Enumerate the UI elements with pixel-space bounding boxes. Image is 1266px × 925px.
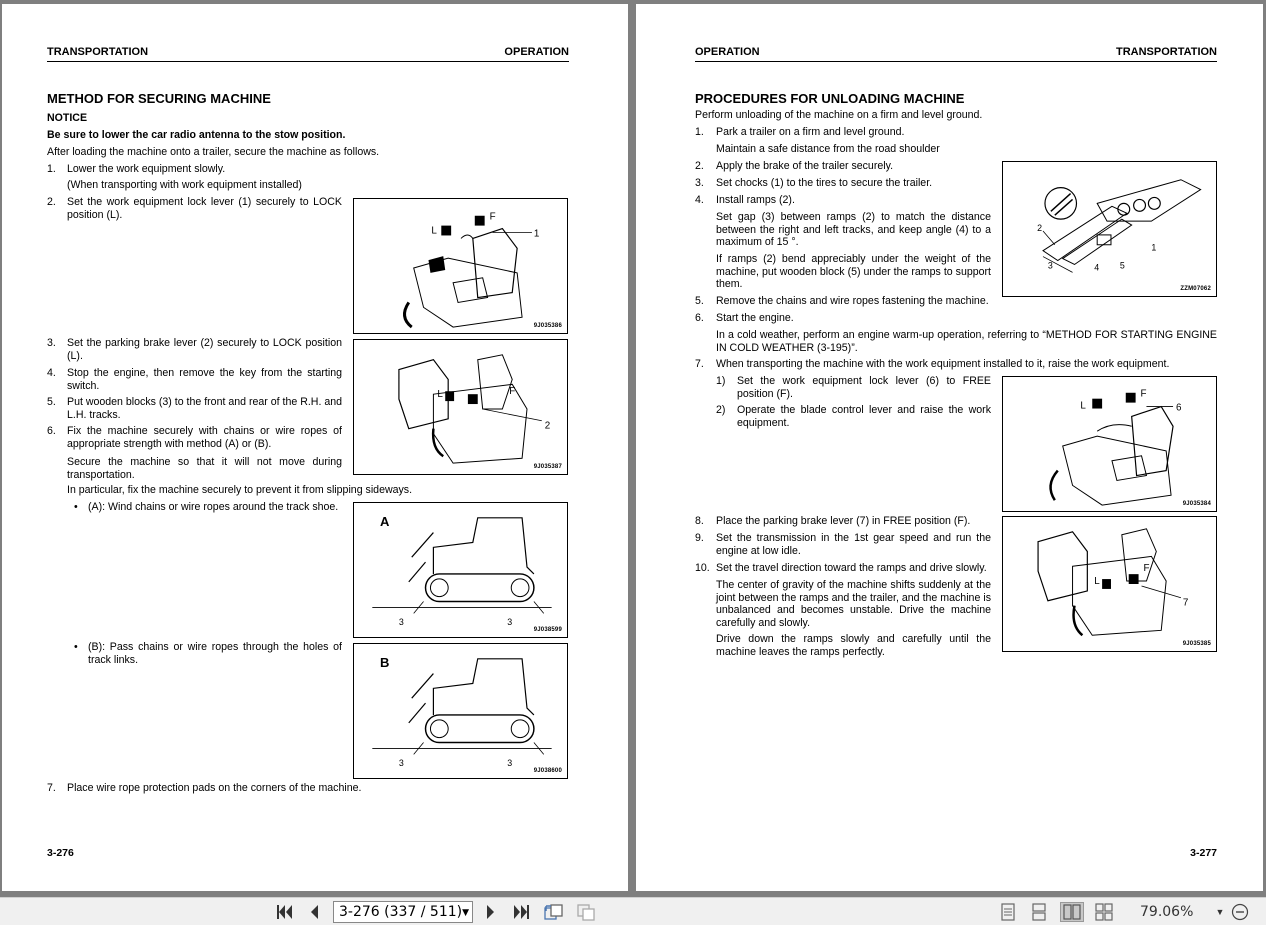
figure-label: 3 [398, 617, 404, 628]
single-page-icon [1000, 903, 1016, 921]
figure-label: 3 [398, 758, 404, 769]
figure-id: 9J035385 [1182, 641, 1211, 647]
right-header-chapter: OPERATION [695, 46, 760, 58]
continuous-view-button[interactable] [1028, 902, 1050, 922]
step-text: Remove the chains and wire ropes fastening the machine. [716, 295, 989, 307]
facing-pages-icon [1062, 903, 1082, 921]
intro-text: After loading the machine onto a trailer, secure the machine as follows. [47, 146, 380, 158]
figure-label: 2 [1037, 222, 1043, 233]
step-number: 2. [47, 196, 56, 208]
page-right [636, 4, 1263, 891]
step-text: Set the work equipment lock lever (1) securely to LOCK position (L). [67, 196, 342, 221]
navigation-toolbar [0, 897, 1266, 925]
continuous-facing-view-button[interactable] [1093, 902, 1115, 922]
substep-text: Operate the blade control lever and raise the work equipment. [737, 404, 991, 429]
figure-label: L [1094, 576, 1100, 587]
figure-label: F [1143, 563, 1150, 575]
step-number: 4. [695, 194, 704, 206]
next-view-icon [575, 903, 597, 921]
previous-page-icon [307, 903, 321, 921]
bullet-text: (B): Pass chains or wire ropes through the holes of track links. [88, 641, 342, 666]
figure-ramps-illustration [1003, 162, 1216, 296]
zoom-out-icon [1231, 903, 1249, 921]
figure-lock-lever [353, 198, 568, 334]
figure-method-a [353, 502, 568, 638]
figure-label: 3 [507, 758, 513, 769]
figure-method-b-illustration [354, 644, 567, 778]
figure-label: 7 [1182, 597, 1189, 609]
figure-id: 9J038600 [533, 768, 562, 774]
page-title: PROCEDURES FOR UNLOADING MACHINE [695, 91, 965, 106]
zoom-out-button[interactable] [1229, 902, 1251, 922]
figure-lock-lever-free [1002, 376, 1217, 512]
single-page-view-button[interactable] [997, 902, 1019, 922]
figure-label: 3 [1047, 260, 1053, 271]
figure-id: 9J035386 [533, 323, 562, 329]
facing-view-button[interactable] [1060, 902, 1084, 922]
next-view-button[interactable] [574, 902, 598, 922]
step-subtext: (When transporting with work equipment installed) [67, 179, 302, 191]
step-text: When transporting the machine with the work equipment installed to it, raise the work equipment. [716, 358, 1170, 370]
page-number-value: 3-276 (337 / 511) [339, 904, 463, 920]
step-text: Place the parking brake lever (7) in FREE position (F). [716, 515, 971, 527]
zoom-level[interactable]: 79.06% [1140, 904, 1194, 920]
left-header-chapter: OPERATION [504, 46, 569, 58]
substep-number: 1) [716, 375, 726, 387]
bullet: • [74, 641, 78, 653]
page-title: METHOD FOR SECURING MACHINE [47, 91, 271, 106]
figure-letter: B [380, 655, 390, 670]
previous-view-icon [543, 903, 565, 921]
figure-parking-brake-free-illustration [1003, 517, 1216, 651]
next-page-icon [484, 903, 498, 921]
step-number: 9. [695, 532, 704, 544]
figure-label: 6 [1176, 402, 1182, 414]
figure-label: 5 [1119, 260, 1125, 271]
step-text: Set chocks (1) to the tires to secure the trailer. [716, 177, 933, 189]
substep-number: 2) [716, 404, 726, 416]
step-number: 1. [695, 126, 704, 138]
step-text: Start the engine. [716, 312, 794, 324]
figure-method-b [353, 643, 568, 779]
step-number: 5. [47, 396, 56, 408]
intro-text: Perform unloading of the machine on a firm and level ground. [695, 109, 983, 121]
last-page-button[interactable] [510, 902, 532, 922]
step-text: Set the parking brake lever (2) securely to LOCK position (L). [67, 337, 342, 362]
step-number: 7. [695, 358, 704, 370]
page-number-input[interactable] [333, 901, 473, 923]
figure-parking-brake [353, 339, 568, 475]
step-text: Lower the work equipment slowly. [67, 163, 226, 175]
step-subtext: Secure the machine so that it will not move during transportation. [67, 456, 342, 481]
step-text: Apply the brake of the trailer securely. [716, 160, 894, 172]
step-text: Set the travel direction toward the ramps and drive slowly. [716, 562, 987, 574]
last-page-icon [511, 903, 531, 921]
notice-label: NOTICE [47, 112, 88, 124]
figure-lock-lever-illustration [354, 199, 567, 333]
step-number: 7. [47, 782, 56, 794]
figure-label: F [1140, 388, 1147, 400]
step-subtext: If ramps (2) bend appreciably under the weight of the machine, put wooden block (5) under the ramps to support them. [716, 253, 991, 291]
step-number: 6. [47, 425, 56, 437]
figure-label: 4 [1094, 262, 1100, 273]
right-header-section: TRANSPORTATION [1115, 46, 1217, 58]
figure-ramps [1002, 161, 1217, 297]
step-subtext: In particular, fix the machine securely to prevent it from slipping sideways. [67, 484, 413, 496]
previous-page-button[interactable] [304, 902, 324, 922]
page-number: 3-277 [1190, 847, 1217, 859]
left-header-section: TRANSPORTATION [47, 46, 149, 58]
header-rule [47, 61, 569, 62]
step-subtext: Set gap (3) between ramps (2) to match the distance between the right and left tracks, and keep angle (4) to a maximum of 15 °. [716, 211, 991, 249]
step-subtext: The center of gravity of the machine shifts suddenly at the joint between the ramps and the trailer, and the machine is unbalanced and becomes unstable. Drive the machine carefully and slowly. [716, 579, 991, 629]
figure-id: ZZM07062 [1180, 286, 1211, 292]
figure-id: 9J038599 [533, 627, 562, 633]
step-number: 5. [695, 295, 704, 307]
step-number: 3. [695, 177, 704, 189]
step-number: 1. [47, 163, 56, 175]
step-number: 10. [695, 562, 710, 574]
step-number: 8. [695, 515, 704, 527]
first-page-button[interactable] [274, 902, 296, 922]
step-text: Place wire rope protection pads on the corners of the machine. [67, 782, 362, 794]
figure-label: F [489, 211, 496, 223]
figure-label: L [437, 389, 443, 401]
figure-label: 1 [1151, 242, 1157, 253]
figure-method-a-illustration [354, 503, 567, 637]
step-text: Put wooden blocks (3) to the front and rear of the R.H. and L.H. tracks. [67, 396, 343, 421]
zoom-dropdown-button[interactable] [1214, 902, 1226, 922]
figure-lock-lever-free-illustration [1003, 377, 1216, 511]
step-subtext: Drive down the ramps slowly and carefully until the machine leaves the ramps perfectly. [716, 633, 991, 658]
continuous-facing-icon [1094, 903, 1114, 921]
header-rule [695, 61, 1217, 62]
figure-label: 1 [533, 228, 540, 240]
step-text: Stop the engine, then remove the key from the starting switch. [67, 367, 342, 392]
step-number: 4. [47, 367, 56, 379]
step-number: 6. [695, 312, 704, 324]
figure-label: L [431, 225, 437, 237]
figure-parking-brake-illustration [354, 340, 567, 474]
figure-label: 2 [544, 420, 551, 432]
figure-id: 9J035387 [533, 464, 562, 470]
chevron-down-icon: ▼ [1215, 907, 1225, 917]
previous-view-button[interactable] [542, 902, 566, 922]
step-number: 2. [695, 160, 704, 172]
bullet: • [74, 501, 78, 513]
step-text: Install ramps (2). [716, 194, 795, 206]
step-text: Fix the machine securely with chains or wire ropes of appropriate strength with method (A) or (B). [67, 425, 342, 450]
figure-parking-brake-free [1002, 516, 1217, 652]
step-text: Park a trailer on a firm and level ground. [716, 126, 905, 138]
bullet-text: (A): Wind chains or wire ropes around the track shoe. [88, 501, 339, 513]
figure-label: F [509, 386, 516, 398]
chevron-down-icon[interactable]: ▼ [462, 908, 469, 918]
next-page-button[interactable] [481, 902, 501, 922]
figure-label: L [1080, 400, 1086, 412]
page-left [2, 4, 628, 891]
page-number: 3-276 [47, 847, 74, 859]
notice-text: Be sure to lower the car radio antenna to the stow position. [47, 129, 346, 141]
figure-id: 9J035384 [1182, 501, 1211, 507]
step-subtext: Maintain a safe distance from the road shoulder [716, 143, 940, 155]
substep-text: Set the work equipment lock lever (6) to FREE position (F). [737, 375, 991, 400]
step-text: Set the transmission in the 1st gear speed and run the engine at low idle. [716, 532, 991, 557]
figure-label: 3 [507, 617, 513, 628]
step-subtext: In a cold weather, perform an engine warm-up operation, referring to “METHOD FOR STARTING ENGINE IN COLD WEATHER (3-195)”. [716, 329, 1217, 354]
continuous-page-icon [1031, 903, 1047, 921]
figure-letter: A [380, 514, 390, 529]
first-page-icon [275, 903, 295, 921]
step-number: 3. [47, 337, 56, 349]
